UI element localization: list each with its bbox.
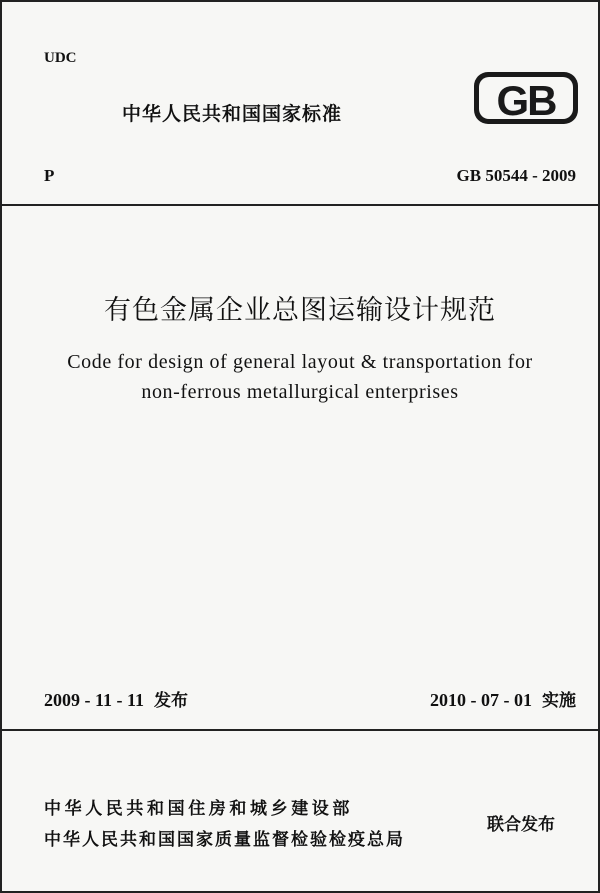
implement-date-block	[430, 686, 576, 711]
standard-number: GB 50544 - 2009	[456, 166, 576, 185]
title-english-line2: non-ferrous metallurgical enterprises	[141, 381, 459, 403]
implement-date: 2010 - 07 - 01	[430, 690, 532, 710]
standard-type-title: 中华人民共和国国家标准	[122, 103, 343, 125]
udc-label: UDC	[44, 50, 77, 66]
joint-issue-label: 联合发布	[487, 815, 555, 835]
implement-label: 实施	[542, 691, 576, 711]
issue-date: 2009 - 11 - 11	[44, 690, 145, 710]
title-english-line1: Code for design of general layout & transportation for	[67, 351, 533, 373]
top-divider	[2, 204, 598, 206]
issue-date-block	[44, 686, 188, 711]
issue-label: 发布	[154, 691, 189, 711]
title-chinese: 有色金属企业总图运输设计规范	[104, 295, 496, 326]
title-english	[2, 347, 598, 407]
gb-logo	[472, 70, 580, 126]
bottom-divider	[2, 729, 598, 731]
gb-logo-text: GB	[496, 77, 556, 124]
issuer-ministry: 中华人民共和国住房和城乡建设部	[44, 799, 353, 819]
category-code: P	[44, 166, 55, 185]
issuer-aqsiq: 中华人民共和国国家质量监督检验检疫总局	[44, 830, 405, 850]
